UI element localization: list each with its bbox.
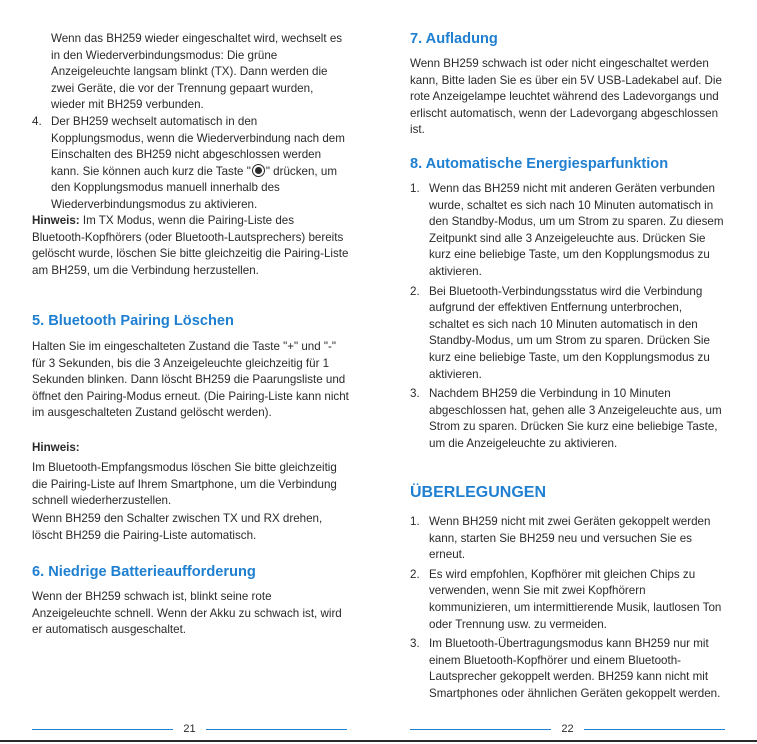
list-item xyxy=(32,114,350,214)
hint-2-label: Hinweis: xyxy=(32,441,80,454)
footer-rule xyxy=(206,729,347,730)
list-number: 2. xyxy=(410,567,420,581)
hint-1 xyxy=(32,213,350,279)
hint-2-paragraph-1: Im Bluetooth-Empfangsmodus löschen Sie bitte gleichzeitig die Pairing-Liste auf Ihrem Smartphone, um die Verbindung schnell wiederherzustellen. xyxy=(32,461,337,508)
list-number: 2. xyxy=(410,284,420,298)
list-text: Es wird empfohlen, Kopfhörer mit gleichen Chips zu verwenden, wenn Sie mit zwei Kopfhörern kommunizieren, um intermittierende Musik, lautlosen Ton oder Trennung usw. zu vermeiden. xyxy=(429,567,722,631)
list-number: 1. xyxy=(410,515,420,528)
section-5-paragraph: Halten Sie im eingeschalteten Zustand die Taste "+" und "-" für 3 Sekunden, bis die 3 Anzeigeleuchte gleichzeitig für 1 Sekunden blinken. Dann löscht BH259 die Paarungsliste und öffnet den Pairing-Modus erneut. (Die Pairing-Liste kann nicht im ausgeschalteten Zustand gelöscht werden). xyxy=(32,340,349,420)
section-5-title: 5. Bluetooth Pairing Löschen xyxy=(32,313,234,329)
page-left xyxy=(32,0,350,744)
section-6-paragraph: Wenn der BH259 schwach ist, blinkt seine rote Anzeigeleuchte schnell. Wenn der Akku zu schwach ist, wird er automatisch ausgeschaltet. xyxy=(32,590,342,637)
reconnect-list xyxy=(32,114,350,214)
list-item xyxy=(410,386,725,452)
page-right xyxy=(410,0,725,744)
section-considerations-title: ÜBERLEGUNGEN xyxy=(410,484,547,501)
intro-paragraph: Wenn das BH259 wieder eingeschaltet wird, wechselt es in den Wiederverbindungsmodus: Die grüne Anzeigeleuchte langsam blinkt (TX). Dann werden die zwei Geräte, die vor der Trennung gepaart wurden, wieder mit BH259 verbunden. xyxy=(51,32,343,112)
section-6-title: 6. Niedrige Batterieaufforderung xyxy=(32,564,256,580)
hint-text: Im TX Modus, wenn die Pairing-Liste des Bluetooth-Kopfhörers (oder Bluetooth-Lautsprechers) bereits gelöscht wurde, löschen Sie bitte gleichzeitig die Pairing-Liste am BH259, um die Verbindung herzustellen. xyxy=(32,214,349,277)
list-text-part2: " drücken, um den Kopplungsmodus manuell innerhalb des Wiederverbindungsmodus zu aktivieren. xyxy=(51,164,337,211)
multifunction-button-icon xyxy=(252,164,265,177)
section-8-title: 8. Automatische Energiesparfunktion xyxy=(410,156,669,172)
footer-left xyxy=(32,722,347,736)
list-text: Wenn das BH259 nicht mit anderen Geräten verbunden wurde, schaltet es sich nach 10 Minuten automatisch in den Standby-Modus, um um Strom zu sparen. Zu diesem Zeitpunkt sind alle 3 Anzeigeleuchte aus. Drücken Sie kurz eine beliebige Taste, um den Kopplungsmodus zu aktivieren. xyxy=(429,182,724,278)
page-number: 21 xyxy=(183,723,196,735)
list-item xyxy=(410,636,725,702)
section-7-title: 7. Aufladung xyxy=(410,31,498,47)
list-item xyxy=(410,567,725,633)
bottom-edge-rule xyxy=(0,740,757,742)
page-number: 22 xyxy=(561,723,574,735)
list-text-part1: Der BH259 wechselt automatisch in den Kopplungsmodus, wenn die Wiederverbindung nach dem Einschalten des BH259 nicht abgeschlossen werden kann. Sie können auch kurz die Taste " xyxy=(51,115,345,178)
hint-2-paragraph-2: Wenn BH259 den Schalter zwischen TX und RX drehen, löscht BH259 die Pairing-Liste automatisch. xyxy=(32,512,323,542)
footer-rule xyxy=(584,729,725,730)
list-number: 3. xyxy=(410,637,420,651)
footer-right xyxy=(410,722,725,736)
section-7-paragraph: Wenn BH259 schwach ist oder nicht eingeschaltet werden kann, Bitte laden Sie es über ein 5V USB-Ladekabel auf. Die rote Anzeigelampe leuchtet während des Ladevorgangs und erlischt automatisch, wenn der Ladevorgang abgeschlossen ist. xyxy=(410,57,722,137)
list-text: Im Bluetooth-Übertragungsmodus kann BH259 nur mit einem Bluetooth-Kopfhörer und einem Bluetooth-Lautsprecher gekoppelt werden. BH259 kann nicht mit Smartphones oder ähnlichen Geräten gekoppelt werden. xyxy=(429,637,721,700)
footer-rule xyxy=(32,729,173,730)
list-item xyxy=(410,284,725,384)
list-text: Bei Bluetooth-Verbindungsstatus wird die Verbindung aufgrund der effektiven Entfernung unterbrochen, schaltet es sich nach 10 Minuten automatisch in den Standby-Modus, um um Strom zu sparen. Drücken Sie kurz eine beliebige Taste, um den Kopplungsmodus zu aktivieren. xyxy=(429,284,710,381)
footer-rule xyxy=(410,729,551,730)
list-text: Nachdem BH259 die Verbindung in 10 Minuten abgeschlossen hat, gehen alle 3 Anzeigeleuchte aus, um Strom zu sparen. Drücken Sie kurz eine beliebige Taste, um die Anzeigeleuchte zu aktivieren. xyxy=(429,387,722,450)
hint-label: Hinweis: xyxy=(32,214,80,227)
list-number: 1. xyxy=(410,182,420,195)
list-item xyxy=(410,514,725,564)
energy-list xyxy=(410,181,725,453)
list-number: 4. xyxy=(32,115,42,128)
list-number: 3. xyxy=(410,387,420,401)
considerations-list xyxy=(410,514,725,703)
list-item xyxy=(410,181,725,281)
list-text: Wenn BH259 nicht mit zwei Geräten gekoppelt werden kann, starten Sie BH259 neu und versuchen Sie es erneut. xyxy=(429,515,711,562)
